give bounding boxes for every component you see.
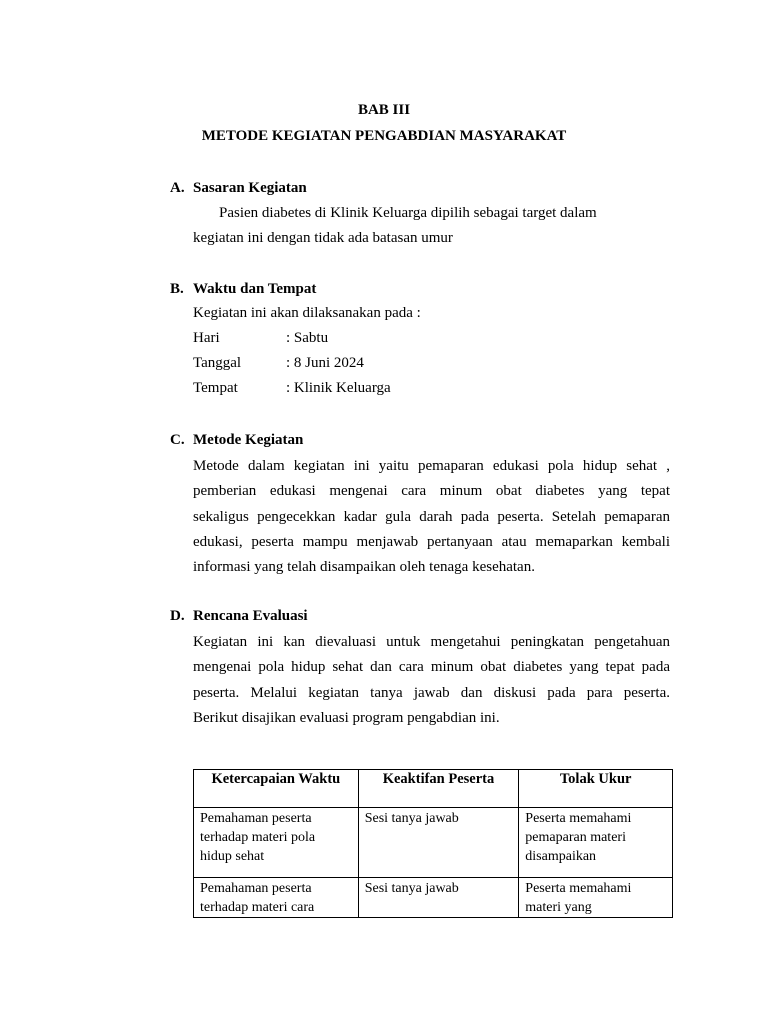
section-body xyxy=(170,301,670,401)
paragraph-line: sekaligus pengecekkan kadar gula darah pada peserta. Setelah pemaparan xyxy=(193,508,670,525)
paragraph-line: Metode dalam kegiatan ini yaitu pemaparan edukasi pola hidup sehat , xyxy=(193,458,670,474)
table-row xyxy=(194,878,673,918)
paragraph-line: Berikut disajikan evaluasi program pengabdian ini. xyxy=(193,709,500,726)
table-cell xyxy=(194,808,359,878)
table-cell xyxy=(358,878,519,918)
column-header: Ketercapaian Waktu xyxy=(194,770,359,808)
section-rencana-evaluasi xyxy=(170,606,670,731)
paragraph-line: pemberian edukasi mengenai cara minum obat diabetes yang tepat xyxy=(193,483,670,500)
table-cell xyxy=(358,808,519,878)
info-value: : 8 Juni 2024 xyxy=(286,355,364,372)
section-body xyxy=(170,454,670,580)
paragraph-line: mengenai pola hidup sehat dan cara minum obat diabetes yang tepat pada xyxy=(193,659,670,676)
section-waktu-tempat xyxy=(170,279,670,401)
section-heading xyxy=(170,178,670,198)
section-letter: D. xyxy=(170,608,185,624)
section-letter: B. xyxy=(170,281,184,297)
section-title: Waktu dan Tempat xyxy=(193,281,317,297)
section-heading xyxy=(170,606,670,626)
section-heading xyxy=(170,279,670,299)
cell-line: disampaikan xyxy=(525,849,597,864)
column-header: Tolak Ukur xyxy=(519,770,673,808)
section-sasaran-kegiatan xyxy=(170,178,670,252)
section-letter: A. xyxy=(170,180,185,196)
section-title: Sasaran Kegiatan xyxy=(193,180,307,196)
section-title: Metode Kegiatan xyxy=(193,432,304,448)
info-label: Tempat xyxy=(193,380,238,397)
section-heading xyxy=(170,430,670,450)
section-letter: C. xyxy=(170,432,185,448)
info-value: : Sabtu xyxy=(286,330,329,347)
paragraph-line: Kegiatan ini akan dilaksanakan pada : xyxy=(193,305,421,321)
paragraph-line: Pasien diabetes di Klinik Keluarga dipilih sebagai target dalam xyxy=(219,205,597,221)
evaluation-table xyxy=(193,769,673,918)
cell-line: materi yang xyxy=(525,900,592,915)
cell-line: Sesi tanya jawab xyxy=(364,811,459,826)
cell-line: Peserta memahami xyxy=(525,811,632,826)
chapter-title: METODE KEGIATAN PENGABDIAN MASYARAKAT xyxy=(201,128,567,144)
cell-line: terhadap materi pola xyxy=(200,830,316,845)
column-header: Keaktifan Peserta xyxy=(358,770,519,808)
info-row-tempat xyxy=(193,376,670,401)
info-value: : Klinik Keluarga xyxy=(286,380,391,397)
paragraph-line: informasi yang telah disampaikan oleh tenaga kesehatan. xyxy=(193,559,535,576)
cell-line: Sesi tanya jawab xyxy=(364,881,459,896)
cell-line: terhadap materi cara xyxy=(200,900,315,915)
cell-line: Pemahaman peserta xyxy=(200,811,312,826)
table-header-row xyxy=(194,770,673,808)
paragraph-line: kegiatan ini dengan tidak ada batasan umur xyxy=(193,230,453,247)
section-metode-kegiatan xyxy=(170,430,670,580)
table-cell xyxy=(194,878,359,918)
cell-line: Peserta memahami xyxy=(525,881,632,896)
paragraph-line: edukasi, peserta mampu menjawab pertanyaan atau memaparkan kembali xyxy=(193,533,670,550)
cell-line: Pemahaman peserta xyxy=(200,881,312,896)
paragraph-line: Kegiatan ini kan dievaluasi untuk mengetahui peningkatan pengetahuan xyxy=(193,634,670,650)
section-body xyxy=(170,201,670,252)
table-cell xyxy=(519,808,673,878)
section-body xyxy=(170,630,670,731)
info-label: Tanggal xyxy=(193,355,242,372)
section-title: Rencana Evaluasi xyxy=(193,608,308,624)
paragraph-line: peserta. Melalui kegiatan tanya jawab dan diskusi pada para peserta. xyxy=(193,684,670,701)
table-cell xyxy=(519,878,673,918)
table-row xyxy=(194,808,673,878)
info-row-tanggal xyxy=(193,351,670,376)
cell-line: hidup sehat xyxy=(200,849,265,864)
chapter-number: BAB III xyxy=(357,102,411,118)
info-row-hari xyxy=(193,326,670,351)
info-label: Hari xyxy=(193,330,220,347)
cell-line: pemaparan materi xyxy=(525,830,626,845)
